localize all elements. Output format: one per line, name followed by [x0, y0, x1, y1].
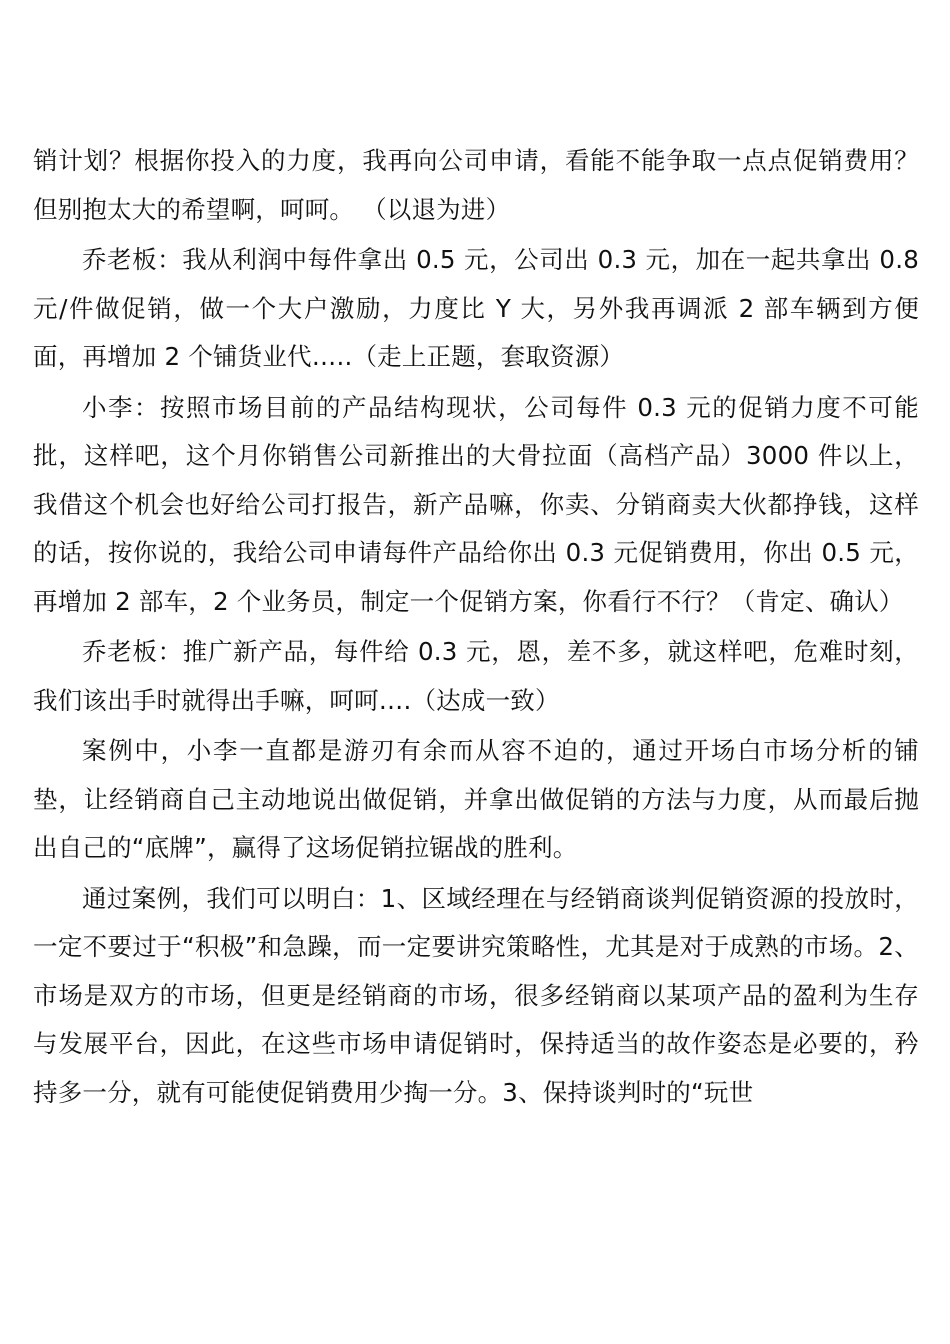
paragraph-2: 乔老板：我从利润中每件拿出 0.5 元，公司出 0.3 元，加在一起共拿出 0.8 元/件做促销，做一个大户激励，力度比 Y 大，另外我再调派 2 部车辆到方便面，再增加 2 个铺货业代…..（走上正题，套取资源）	[33, 245, 919, 371]
paragraph-1: 销计划？根据你投入的力度，我再向公司申请，看能不能争取一点点促销费用？但别抱太大的希望啊，呵呵。 （以退为进）	[33, 146, 919, 224]
paragraph-4: 乔老板：推广新产品，每件给 0.3 元，恩，差不多，就这样吧，危难时刻，我们该出手时就得出手嘛，呵呵….（达成一致）	[33, 637, 919, 715]
document-body	[33, 137, 919, 1119]
paragraph-5: 案例中，小李一直都是游刃有余而从容不迫的，通过开场白市场分析的铺垫，让经销商自己主动地说出做促销，并拿出做促销的方法与力度，从而最后抛出自己的“底牌”，赢得了这场促销拉锯战的胜利。	[33, 736, 919, 862]
paragraph-6: 通过案例，我们可以明白：1、区域经理在与经销商谈判促销资源的投放时，一定不要过于“积极”和急躁，而一定要讲究策略性，尤其是对于成熟的市场。2、市场是双方的市场，但更是经销商的市场，很多经销商以某项产品的盈利为生存与发展平台，因此，在这些市场申请促销时，保持适当的故作姿态是必要的，矜持多一分，就有可能使促销费用少掏一分。3、保持谈判时的“玩世	[33, 883, 919, 1107]
paragraph-3: 小李：按照市场目前的产品结构现状，公司每件 0.3 元的促销力度不可能批，这样吧，这个月你销售公司新推出的大骨拉面（高档产品）3000 件以上，我借这个机会也好给公司打报告，新产品嘛，你卖、分销商卖大伙都挣钱，这样的话，按你说的，我给公司申请每件产品给你出 0.3 元促销费用，你出 0.5 元，再增加 2 部车，2 个业务员，制定一个促销方案，你看行不行？（肯定、确认）	[33, 392, 919, 616]
